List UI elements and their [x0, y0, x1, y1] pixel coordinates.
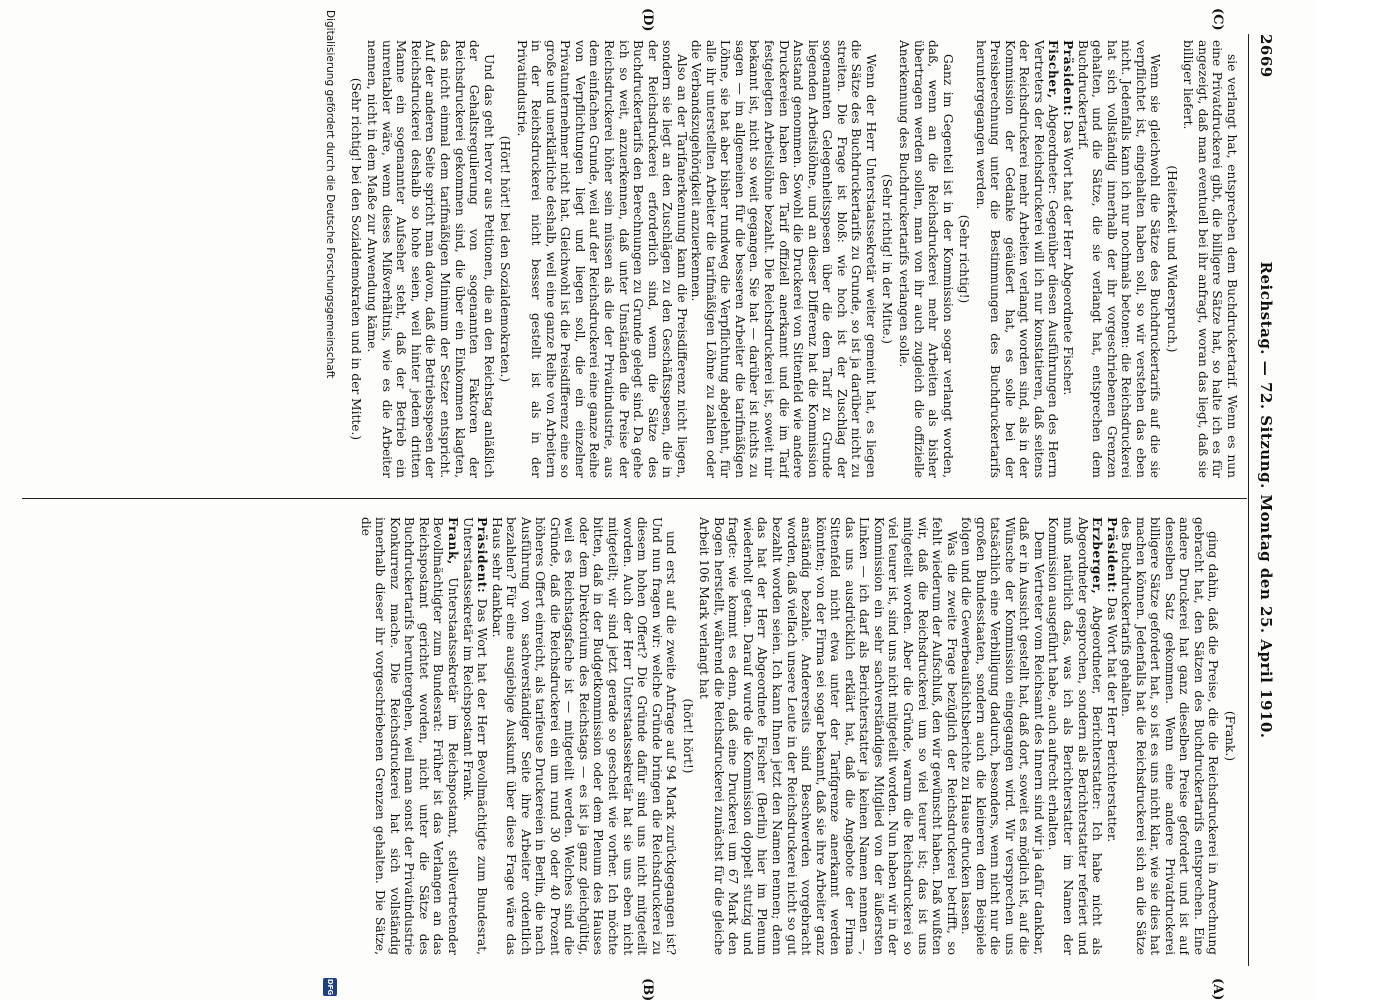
paragraph-text: Wenn sie gleichwohl die Sätze des Buchdruckertarifs auf die sie verpflichtet ist, eingehalten haben soll, so wir verstehen das eben nicht. Jedenfalls kann ich nur nochmals betonen: die Reichsdruckerei hat sich vollständig innerhalb der ihr vorgeschriebenen Grenzen gehalten, und die Sätze, die sie verlangt hat, entsprechen dem Buchdruckertarif.	[1075, 40, 1163, 478]
paragraph	[460, 517, 489, 955]
interjection	[1164, 40, 1179, 478]
paragraph-text: Das Wort hat der Herr Berichterstatter.	[1104, 597, 1119, 843]
paragraph-text: Das Wort hat der Herr Bevollmächtigte zum Bundesrat, Unterstaatssekretär im Reichspostamt Frank.	[460, 517, 490, 955]
margin-letter-b: (B)	[640, 978, 655, 1001]
paragraph-text: Und das geht hervor aus Petitionen, die an den Reichstag anläßlich der Gehaltsregulierung von sogenannten Faktoren der Reichsdruckerei gekommen sind, die über ein Einkommen klagten, das nicht einmal dem tarifmäßigen Minimum der Setzer entspricht. Auf der anderen Seite spricht man davon, daß die Betriebsspesen der Reichsdruckerei deshalb so hohe seien, weil hinter jedem dritten Manne ein sogenannter Aufseher steht, daß der Betrieb ein unrentabler wäre, wenn dieses Mißverhältnis, wie es die Arbeiter nennen, nicht in dem Maße zur Anwendung käme.	[365, 40, 496, 478]
paragraph	[514, 40, 689, 478]
speaker-name: Präsident:	[1060, 40, 1075, 117]
paragraph-text: und erst auf die zweite Anfrage auf 94 Mark zurückgegangen ist? Und nun fragen wir: welche Gründe bringen die Reichsdruckerei zu diesem hohen Offert? Die Gründe dafür sind uns nicht mitgeteilt worden. Auch der Herr Unterstaatssekretär hat sie uns eben nicht mitgeteilt; wir sind jetzt gerade so gescheit wie vorher. Ich möchte bitten, daß in der Budgetkommission oder dem Plenum des Hauses oder dem Direktorium des Reichstags — es ist ja ganz gleichgültig, weil es Reichstagsfache ist — mitgeteilt werden. Welches sind die Gründe, daß die Reichsdruckerei ein um rund 30 oder 40 Prozent höheres Offert einreicht, als tarifeuse Druckereien in Berlin, die nach Ausführung von sachverständiger Seite ihre Arbeiter ordentlich bezahlen? Für eine ausgiebige Auskunft über diese Frage wäre das Haus sehr dankbar.	[489, 517, 679, 955]
interjection	[680, 517, 695, 955]
speaker-name: Präsident:	[1104, 517, 1119, 594]
interjection	[957, 40, 972, 478]
paragraph	[896, 40, 954, 478]
column-divider	[22, 498, 1247, 499]
paragraph	[365, 40, 496, 478]
paragraph	[973, 40, 1060, 478]
paragraph	[1046, 517, 1104, 955]
paragraph-text: Abgeordneter, Berichterstatter: Ich habe nicht als Abgeordneter gesprochen, sondern als Berichterstatter referiert und muß natürlich das, was ich als Berichterstatter im Namen der Kommission ausgeführt habe, auch aufrecht erhalten.	[1046, 517, 1105, 955]
paragraph-text: Unterstaatssekretär im Reichspostamt, stellvertretender Bevollmächtigter zum Bundesrat: Früher ist das Verlangen an das Reichspostamt gerichtet worden, nicht unter die Sätze des Buchdruckertarifs heruntergehen, weil man sonst der Privatindustrie Konkurrenz mache. Die Reichsdruckerei hat sich vollständig innerhalb dieser ihr vorgeschriebenen Grenzen gehalten. Die Sätze, die	[358, 517, 461, 955]
paragraph	[358, 517, 460, 955]
paragraph	[1119, 517, 1221, 955]
paragraph-text: Das Wort hat der Herr Abgeordnete Fischer.	[1060, 120, 1075, 396]
speaker-name: Präsident:	[475, 517, 490, 594]
paragraph	[1075, 40, 1162, 478]
dfg-logo: DFG	[323, 978, 337, 996]
speaker-name: Frank,	[446, 517, 461, 565]
paragraph	[1104, 517, 1119, 955]
header-rule	[1248, 34, 1249, 966]
paragraph-text: (Sehr richtig! in der Mitte.)	[880, 174, 895, 344]
footer-text: Digitalisierung gefördert durch die Deutsche Forschungsgemeinschaft	[324, 10, 336, 379]
margin-letter-a: (A)	[1210, 978, 1225, 1001]
left-text-column	[29, 40, 1239, 478]
paragraph-text: (Hört! hört! bei den Sozialdemokraten.)	[498, 135, 513, 383]
paragraph-text: ging dahin, daß die Preise, die die Reichsdruckerei in Anrechnung gebracht hat, den Sätzen des Buchdruckertarifs entsprechen. Eine andere Druckerei hat ganz dieselben Preise gefordert und ist auf denselben Satz gekommen. Wenn eine andere Privatdruckerei billigere Sätze gefordert hat, so ist es uns nicht klar, wie sie dies hat machen können. Jedenfalls hat die Reichsdruckerei sich an die Sätze des Buchdruckertarifs gehalten.	[1119, 517, 1221, 955]
paragraph-text: (Sehr richtig!)	[957, 214, 972, 304]
page-number: 2669	[1257, 34, 1275, 78]
paragraph-text: (Frank.)	[1223, 710, 1237, 762]
paragraph-text: sie verlangt hat, entsprechen dem Buchdruckertarif. Wenn es nun eine Privatdruckerei gibt, die billigere Sätze hat, so halte ich es für angezeigt, daß man eventuell bei ihr anfragt, woran das liegt, daß sie billiger liefert.	[1181, 40, 1239, 478]
interjection	[498, 40, 513, 478]
interjection	[880, 40, 895, 478]
paragraph-text: Was die zweite Frage bezüglich der Reichsdruckerei betrifft, so fehlt wiederum der Aufschluß, den wir gewünscht haben. Daß wußten wir, daß die Reichsdruckerei um so viel teurer ist; das ist uns mitgeteilt worden. Aber die Gründe, warum die Reichsdruckerei so viel teurer ist, sind uns nicht mitgeteilt worden. Nun haben wir in der Kommission ein sehr sachverständiges Mitglied von der äußersten Linken — ich darf als Berichterstatter ja keinen Namen nennen —, das uns ausdrücklich erklärt hat, daß die Angebote der Firma Sittenfeld nicht etwa unter der Tarifgrenze anerkannt werden könnten; von der Firma sei sogar bekannt, daß sie ihre Arbeiter ganz anständig bezahle. Andererseits sind Beschwerden vorgebracht worden, daß vielfach unsere Leute in der Reichsdruckerei nicht so gut bezahlt worden seien. Ich kann Ihnen jetzt den Namen nennen; denn das hat der Herr Abgeordnete Fischer (Berlin) hier im Plenum wiederholt getan. Darauf wurde die Kommission doppelt stutzig und fragte: wie kommt es denn, daß eine Druckerei um 67 Mark den Bogen herstellt, während die Reichsdruckerei zunächst für die gleiche Arbeit 106 Mark verlangt hat	[697, 517, 959, 955]
paragraph	[959, 517, 1046, 955]
paragraph	[1060, 40, 1075, 478]
margin-letter-d: (D)	[640, 8, 655, 32]
paragraph-text: Also an der Tarifanerkennung kann die Preisdifferenz nicht liegen, sondern sie liegt an den Zuschlägen zu den Geschäftsspesen, die in der Reichsdruckerei erforderlich sind, wenn die Sätze des Buchdruckertarifs den Berechnungen zu Grunde gelegt sind. Da gehe ich so weit, anzuerkennen, daß unter Umständen die Preise der Reichsdruckerei höher sein müssen als die der Privatindustrie, aus dem einfachen Grunde, weil auf der Reichsdruckerei eine ganze Reihe von Verpflichtungen liegt und liegen soll, die ein einzelner Privatunternehmer nicht hat. Gleichwohl ist die Preisdifferenz eine so große und unerklärliche deshalb, weil eine ganze Reihe von Arbeitern in der Reichsdruckerei nicht besser gestellt ist als in der Privatindustrie.	[514, 40, 689, 478]
paragraph-text: Dem Vertreter vom Reichsamt des Innern sind wir ja dafür dankbar, daß er in Aussicht gestellt hat, daß dort, soweit es möglich ist, auf die Wünsche der Kommission eingegangen wird. Wir versprechen uns tatsächlich eine Verbilligung dadurch, besonders, wenn nicht nur die großen Bundesstaaten, sondern auch die kleineren dem Beispiele folgen und die Gewerbeaufsichtsberichte zu Hause drucken lassen.	[959, 517, 1046, 955]
paragraph-text: (Heiterkeit und Widerspruch.)	[1164, 165, 1179, 353]
speaker-name: Fischer,	[1046, 40, 1061, 99]
paragraph-text: Ganz im Gegenteil ist in der Kommission sogar verlangt worden, daß, wenn an die Reichsdruckerei mehr Arbeiten als bisher übertragen werden sollen, man von ihr auch zugleich die offizielle Anerkennung des Buchdruckertarifs verlangen solle.	[896, 40, 955, 478]
paragraph	[697, 517, 959, 955]
page-header	[1251, 34, 1275, 966]
speaker-name: Erzberger,	[1090, 517, 1105, 595]
footer	[320, 0, 338, 1000]
paragraph	[489, 517, 678, 955]
interjection	[348, 40, 363, 478]
paragraph-text: (Sehr richtig! bei den Sozialdemokraten und in der Mitte.)	[348, 77, 363, 441]
right-text-column	[29, 517, 1239, 955]
paragraph-text: Abgeordneter: Gegenüber diesen Ausführungen des Herrn Vertreters der Reichsdruckerei will ich nur konstatieren, daß seitens der Reichsdruckerei mehr Arbeiten verlangt worden sind, als in der Kommission der Gedanke geäußert hat, es solle bei der Preisberechnung unter die Bestimmungen des Buchdruckertarifs heruntergegangen werden.	[973, 40, 1061, 478]
page-title: Reichstag. — 72. Sitzung. Montag den 25. April 1910.	[1257, 261, 1275, 739]
paragraph-text: Wenn der Herr Unterstaatssekretär weiter gemeint hat, es liegen die Sätze des Buchdruckertarifs zu Grunde, so ist ja darüber nicht zu streiten. Die Frage ist bloß: wie hoch ist der Zuschlag der sogenannten Gelegenheitsspesen über die dem Tarif zu Grunde liegenden Arbeitslöhne, und an dieser Differenz hat die Kommission Anstand genommen. Sowohl die Druckerei von Sittenfeld wie andere Druckereien haben den Tarif offiziell anerkannt und die im Tarif festgelegten Arbeitslöhne bezahlt. Die Reichsdruckerei ist, soweit mir bekannt ist, nicht so weit gegangen. Sie hat — darüber ist nichts zu sagen — im allgemeinen für die besseren Arbeiter die tarifmäßigen Löhne, sie hat aber bisher rundweg die Verpflichtung abgelehnt, für alle ihr unterstellten Arbeiter die tarifmäßigen Löhne zu zahlen oder die Verbandszugehörigkeit anzuerkennen.	[689, 40, 878, 478]
interjection	[1222, 517, 1237, 955]
paragraph	[689, 40, 878, 478]
paragraph-text: (hört! hört!)	[680, 698, 695, 774]
paragraph	[1181, 40, 1239, 478]
margin-letter-c: (C)	[1210, 8, 1225, 31]
